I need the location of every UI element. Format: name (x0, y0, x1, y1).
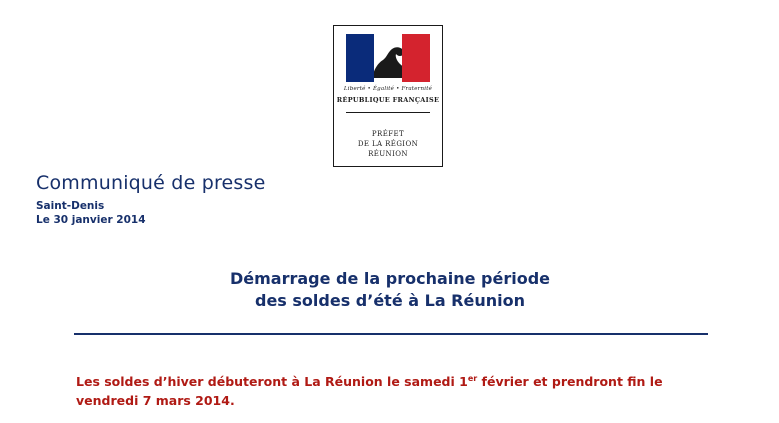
devise-text: Liberté • Égalité • Fraternité (343, 86, 433, 92)
prefecture-line-2: DE LA RÉGION (357, 140, 419, 148)
prefecture-line-1: PRÉFET (371, 130, 405, 138)
flag-band-red (402, 34, 430, 82)
lead-paragraph (76, 369, 716, 410)
prefecture-line-3: RÉUNION (368, 150, 408, 158)
horizontal-rule (74, 333, 708, 335)
flag-band-white (374, 34, 402, 82)
lead-text-part-1: Les soldes d’hiver débuteront à La Réunion le samedi 1 (76, 373, 468, 389)
issue-date: Le 30 janvier 2014 (36, 214, 146, 226)
marianne-profile-icon (374, 38, 402, 80)
french-flag-icon (346, 34, 430, 82)
page-title-line-1: Démarrage de la prochaine période (229, 269, 551, 288)
document-type-title: Communiqué de presse (36, 172, 266, 194)
page-title-line-2: des soldes d’été à La Réunion (255, 291, 525, 310)
page-title (80, 268, 700, 312)
flag-band-blue (346, 34, 374, 82)
issue-city: Saint-Denis (36, 200, 105, 212)
lead-text-part-2: février et prendront fin le vendredi 7 mars 2014. (76, 373, 663, 408)
prefecture-block (334, 129, 442, 159)
republique-francaise-text: RÉPUBLIQUE FRANÇAISE (336, 96, 440, 104)
republic-logo-block (333, 25, 443, 167)
lead-ordinal-suffix: er (467, 373, 478, 383)
logo-divider (346, 112, 430, 113)
